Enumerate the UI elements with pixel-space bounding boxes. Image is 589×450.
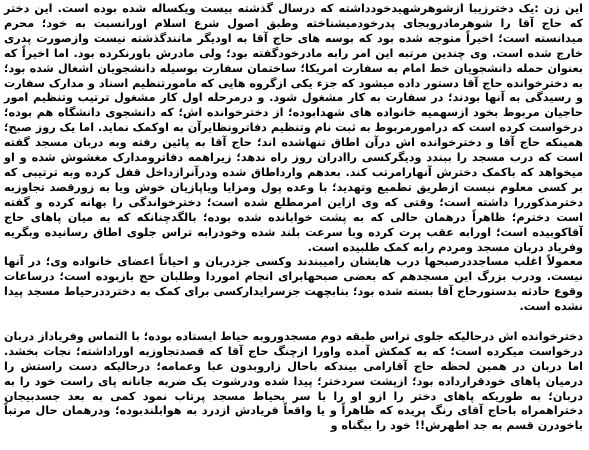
paragraph-1: این زن :یک دخترزیبا ازشوهرشهیدخودداشته که درسال گذشته بیست ویکساله شده بوده است. این دختر که حاج آقا را شوهرمادروبجای پدرخودمیشناخته وطبق اصول شرع اسلام اورانسبت به خود؛ محرم میدانسته است؛ اخیراً متوجه شده بود که بوسه های حاج آقا به اودیگر مانندگذشته نیست وازصورت پدری خارج شده است. وی چندین مرتبه این امر رابه مادرخودگفته بود؛ ولی مادرش باورنکرده بود. اما اخیراً که بعنوان حمله دانشجویان خط امام به سفارت امریکا؛ ساختمان سفارت بوسیله دانشجویان اشغال شده بود؛ به دخترخوانده حاج آقا دستور داده میشود که جزء یکی ازگروه هایی که مامورتنظیم اسناد و مدارک سفارت و رسیدگی به آنها بودند؛ در سفارت به کار مشغول شود. و درمرحله اول کار مشغول ترتیب وتنظیم امور حاجیان مربوط بخود ازسهمیه خانواده های شهدابوده؛ از دخترخوانده اش؛ که دانشجوی دانشگاه هم بوده؛ درخواست کرده است که درامورمربوط به ثبت نام وتنظیم دفاترونظایرآن به اوکمک نماید. اما یک روز صبح؛ همینکه حاج آقا و دخترخوانده اش درآن اطاق تنهاشده اند؛ حاج آقا به پائین رفته وبه دربان مسجد گفته است که درب مسجد را ببندد ودیگرکسی راادران روز راه ندهد؛ زیراهمه دفاترومدارک مغشوش شده و او میخواهد که باکمک دخترش آنهارامرتب کند. بعدهم وارداطاق شده ودرآنرازداخل قفل کرده وبه ترتیبی که بر کسی معلوم نیست ازطریق تطمیع وتهدید؛ با وعده پول ومزایا ویاپازیان خوش ویا به زورقصد تجاوزبه دخترمذکوررا داشته است؛ وقتی که وی ازاین امرمطلع شده است؛ دخترخواندگی را بهانه کرده و گفته است دخترم؛ ظاهراً درهمان حالی که به پشت خوابانده شده بوده؛ بالگدچنانکه که به میان پاهای حاج آقاکوبیده است؛ اورابه عقب پرت کرده وبا سرعت بلند شده وخودرابه تراس جلوی اطاق رسانیده وبگریه وفریاد دربان مسجد ومردم رابه کمک طلبیده است. <box>4 2 583 254</box>
paragraph-2: معمولاً اغلب مساجددرصبحها درب هایشان رامیبندند وکسی جزدربان و احیاناً اعضای خانواده وی؛ در آنها نیست. ودرب بزرگ این مسجدهم که بعضی صبحهابرای انجام اموردا وطلبان حج بازبوده است؛ درساعات وقوع حادثه بدستورحاج آقا بسته شده بود؛ بنابچهت جزسرایدارکسی برای کمک به دخترددرحیاط مسجد پیدا نشده است. <box>4 255 583 314</box>
paragraph-3: دخترخوانده اش درحالیکه جلوی تراس طبقه دوم مسجدوروبه حیاط ایستاده بوده؛ با التماس وفریاداز دربان درخواست میکرده است؛ که به کمکش آمده واورا ازچنگ حاج آقا که قصدتجاوزبه اوراداشته؛ نجات بخشد. اما دربان در همین لحظه حاج آقارامی بیندکه باحال زاروبدون عبا وعمامه؛ درحالیکه دست راستش را درمیان پاهای خودقرارداده بود؛ ازپشت سردختر؛ پیدا شده ودرشوت یک ضربه جانانه پای راست خود را به دربان؛ به طوریکه پاهای دختر را ازو او را با سر بحیاط مسجد پرتاب نمود کمی به بعد جسدبیجان دختراهمراه باحاج آقای رنگ پریده که ظاهراً و یا واقعاً فریادش ازدرد به هوابلندبوده؛ ودرهمان حال مرتباً باخودرن قسم به جد اطهرش!! خود را بیگناه و <box>4 329 583 433</box>
